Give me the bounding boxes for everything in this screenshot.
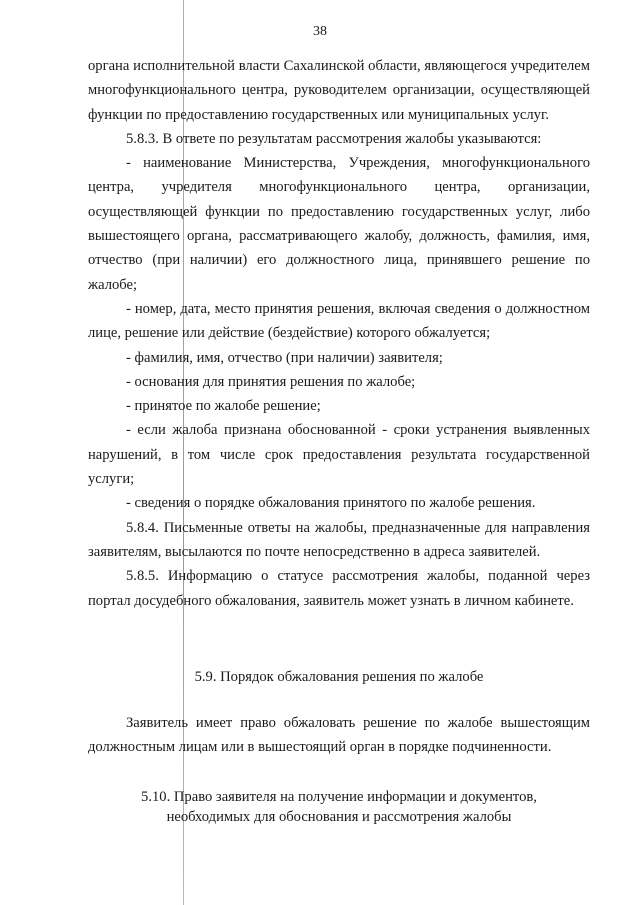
heading-5-10-line-1: 5.10. Право заявителя на получение информации и документов,	[141, 789, 537, 805]
list-item: - номер, дата, место принятия решения, включая сведения о должностном лице, решение или действие (бездействие) которого обжалуется;	[88, 300, 590, 342]
document-body-5-9	[88, 711, 590, 760]
list-item: - основания для принятия решения по жалобе;	[126, 373, 416, 390]
list-item: - наименование Министерства, Учреждения, многофункционального центра, учредителя многофункционального центра, организации, осуществляющей функции по предоставлению государственных услуг, либо вышестоящего органа, рассматривающего жалобу, должность, фамилия, имя, отчество (при наличии) его должностного лица, принявшего решение по жалобе;	[88, 155, 590, 293]
paragraph-5-8-4: 5.8.4. Письменные ответы на жалобы, предназначенные для направления заявителям, высылаются по почте непосредственно в адреса заявителей.	[88, 519, 590, 560]
page-number: 38	[313, 24, 327, 39]
list-item: - если жалоба признана обоснованной - сроки устранения выявленных нарушений, в том числе срок предоставления результата государственной услуги;	[88, 422, 590, 488]
list-item: - принятое по жалобе решение;	[126, 398, 321, 415]
paragraph-5-8-5: 5.8.5. Информацию о статусе рассмотрения жалобы, поданной через портал досудебного обжалования, заявитель может узнать в личном кабинете.	[88, 568, 590, 609]
list-item: - фамилия, имя, отчество (при наличии) заявителя;	[126, 349, 443, 366]
paragraph-continuation: органа исполнительной власти Сахалинской области, являющегося учредителем многофункционального центра, руководителем организации, осуществляющей функции по предоставлению государственных или муниципальных услуг.	[88, 58, 590, 123]
document-body-top	[88, 54, 590, 613]
list-item: - сведения о порядке обжалования принятого по жалобе решения.	[126, 495, 536, 512]
paragraph-5-8-3: 5.8.3. В ответе по результатам рассмотрения жалобы указываются:	[126, 130, 542, 147]
heading-5-9: 5.9. Порядок обжалования решения по жалобе	[194, 669, 484, 685]
paragraph-5-9: Заявитель имеет право обжаловать решение по жалобе вышестоящим должностным лицам или в вышестоящий орган в порядке подчиненности.	[88, 715, 590, 756]
heading-5-10-line-2: необходимых для обоснования и рассмотрения жалобы	[166, 809, 512, 825]
